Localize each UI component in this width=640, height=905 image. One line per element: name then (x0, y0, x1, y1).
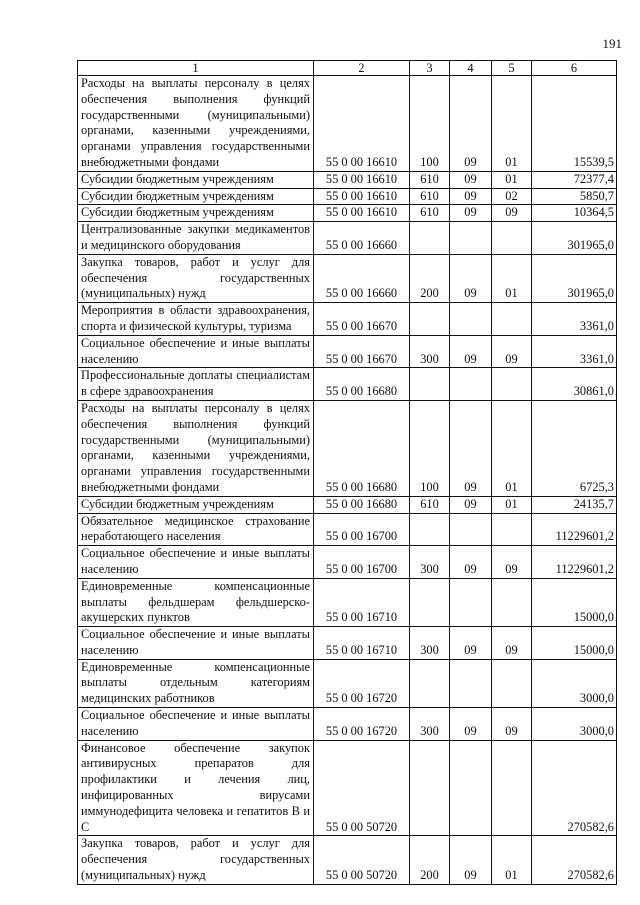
target-article-code: 55 0 00 16610 (314, 188, 410, 205)
budget-table (77, 60, 617, 885)
expense-type-code: 300 (410, 546, 450, 579)
amount: 11229601,2 (532, 546, 617, 579)
subsection-code: 01 (492, 76, 532, 172)
section-code: 09 (450, 205, 492, 222)
table-row (78, 76, 617, 172)
target-article-code: 55 0 00 16680 (314, 496, 410, 513)
column-number: 1 (78, 61, 314, 76)
item-name: Субсидии бюджетным учреждениям (78, 188, 314, 205)
expense-type-code: 610 (410, 188, 450, 205)
subsection-code: 02 (492, 188, 532, 205)
section-code: 09 (450, 254, 492, 302)
section-code: 09 (450, 546, 492, 579)
item-name: Социальное обеспечение и иные выплаты населению (78, 627, 314, 660)
table-row (78, 740, 617, 836)
target-article-code: 55 0 00 16610 (314, 171, 410, 188)
item-name: Социальное обеспечение и иные выплаты населению (78, 546, 314, 579)
expense-type-code (410, 368, 450, 401)
target-article-code: 55 0 00 16610 (314, 76, 410, 172)
expense-type-code (410, 222, 450, 255)
amount: 3361,0 (532, 335, 617, 368)
item-name: Расходы на выплаты персоналу в целях обеспечения выполнения функций государственными (муниципальными) органами, казенными учреждениями, органами управления государственными внебюджетными фондами (78, 400, 314, 496)
target-article-code: 55 0 00 16670 (314, 303, 410, 336)
target-article-code: 55 0 00 16710 (314, 627, 410, 660)
item-name: Социальное обеспечение и иные выплаты населению (78, 335, 314, 368)
section-code (450, 222, 492, 255)
expense-type-code (410, 513, 450, 546)
amount: 6725,3 (532, 400, 617, 496)
table-row (78, 708, 617, 741)
section-code (450, 303, 492, 336)
amount: 15000,0 (532, 627, 617, 660)
amount: 10364,5 (532, 205, 617, 222)
amount: 3361,0 (532, 303, 617, 336)
subsection-code: 01 (492, 171, 532, 188)
table-row (78, 222, 617, 255)
target-article-code: 55 0 00 16680 (314, 400, 410, 496)
amount: 24135,7 (532, 496, 617, 513)
amount: 3000,0 (532, 708, 617, 741)
page-number: 191 (602, 36, 622, 51)
subsection-code: 09 (492, 627, 532, 660)
expense-type-code: 300 (410, 708, 450, 741)
expense-type-code: 100 (410, 400, 450, 496)
column-number: 4 (450, 61, 492, 76)
expense-type-code: 300 (410, 335, 450, 368)
table-row (78, 513, 617, 546)
item-name: Закупка товаров, работ и услуг для обеспечения государственных (муниципальных) нужд (78, 836, 314, 884)
target-article-code: 55 0 00 16700 (314, 546, 410, 579)
amount: 301965,0 (532, 254, 617, 302)
target-article-code: 55 0 00 16670 (314, 335, 410, 368)
target-article-code: 55 0 00 16660 (314, 254, 410, 302)
expense-type-code: 200 (410, 254, 450, 302)
table-row (78, 335, 617, 368)
expense-type-code: 610 (410, 496, 450, 513)
subsection-code (492, 740, 532, 836)
item-name: Субсидии бюджетным учреждениям (78, 205, 314, 222)
section-code (450, 659, 492, 707)
subsection-code: 09 (492, 546, 532, 579)
table-row (78, 546, 617, 579)
item-name: Финансовое обеспечение закупок антивирусных препаратов для профилактики и лечения лиц, инфицированных вирусами иммунодефицита человека и гепатитов B и C (78, 740, 314, 836)
column-number-row (78, 61, 617, 76)
item-name: Социальное обеспечение и иные выплаты населению (78, 708, 314, 741)
table-row (78, 188, 617, 205)
item-name: Профессиональные доплаты специалистам в сфере здравоохранения (78, 368, 314, 401)
section-code: 09 (450, 171, 492, 188)
expense-type-code: 300 (410, 627, 450, 660)
table-row (78, 400, 617, 496)
amount: 270582,6 (532, 740, 617, 836)
section-code: 09 (450, 76, 492, 172)
item-name: Единовременные компенсационные выплаты фельдшерам фельдшерско-акушерских пунктов (78, 578, 314, 626)
table-row (78, 659, 617, 707)
table-row (78, 836, 617, 884)
section-code (450, 578, 492, 626)
expense-type-code: 100 (410, 76, 450, 172)
target-article-code: 55 0 00 50720 (314, 740, 410, 836)
column-number: 6 (532, 61, 617, 76)
subsection-code: 01 (492, 496, 532, 513)
target-article-code: 55 0 00 16720 (314, 659, 410, 707)
expense-type-code (410, 740, 450, 836)
amount: 5850,7 (532, 188, 617, 205)
section-code: 09 (450, 836, 492, 884)
expense-type-code: 610 (410, 171, 450, 188)
item-name: Закупка товаров, работ и услуг для обеспечения государственных (муниципальных) нужд (78, 254, 314, 302)
target-article-code: 55 0 00 16710 (314, 578, 410, 626)
amount: 11229601,2 (532, 513, 617, 546)
item-name: Субсидии бюджетным учреждениям (78, 171, 314, 188)
target-article-code: 55 0 00 16610 (314, 205, 410, 222)
column-number: 5 (492, 61, 532, 76)
amount: 72377,4 (532, 171, 617, 188)
table-row (78, 368, 617, 401)
expense-type-code: 610 (410, 205, 450, 222)
subsection-code: 01 (492, 254, 532, 302)
section-code: 09 (450, 188, 492, 205)
subsection-code (492, 303, 532, 336)
item-name: Субсидии бюджетным учреждениям (78, 496, 314, 513)
subsection-code (492, 578, 532, 626)
subsection-code (492, 222, 532, 255)
amount: 270582,6 (532, 836, 617, 884)
section-code (450, 513, 492, 546)
table-row (78, 578, 617, 626)
expense-type-code (410, 659, 450, 707)
target-article-code: 55 0 00 16720 (314, 708, 410, 741)
table-row (78, 254, 617, 302)
subsection-code: 09 (492, 205, 532, 222)
item-name: Централизованные закупки медикаментов и медицинского оборудования (78, 222, 314, 255)
target-article-code: 55 0 00 50720 (314, 836, 410, 884)
subsection-code: 01 (492, 400, 532, 496)
table-row (78, 171, 617, 188)
target-article-code: 55 0 00 16660 (314, 222, 410, 255)
amount: 3000,0 (532, 659, 617, 707)
subsection-code (492, 659, 532, 707)
section-code: 09 (450, 335, 492, 368)
table-row (78, 496, 617, 513)
target-article-code: 55 0 00 16700 (314, 513, 410, 546)
section-code: 09 (450, 496, 492, 513)
expense-type-code (410, 578, 450, 626)
amount: 15539,5 (532, 76, 617, 172)
subsection-code (492, 368, 532, 401)
expense-type-code (410, 303, 450, 336)
amount: 30861,0 (532, 368, 617, 401)
target-article-code: 55 0 00 16680 (314, 368, 410, 401)
section-code (450, 368, 492, 401)
table-row (78, 303, 617, 336)
item-name: Расходы на выплаты персоналу в целях обеспечения выполнения функций государственными (муниципальными) органами, казенными учреждениями, органами управления государственными внебюджетными фондами (78, 76, 314, 172)
item-name: Единовременные компенсационные выплаты отдельным категориям медицинских работников (78, 659, 314, 707)
table-row (78, 205, 617, 222)
amount: 301965,0 (532, 222, 617, 255)
subsection-code: 01 (492, 836, 532, 884)
item-name: Обязательное медицинское страхование неработающего населения (78, 513, 314, 546)
amount: 15000,0 (532, 578, 617, 626)
section-code: 09 (450, 627, 492, 660)
subsection-code (492, 513, 532, 546)
section-code (450, 740, 492, 836)
expense-type-code: 200 (410, 836, 450, 884)
subsection-code: 09 (492, 335, 532, 368)
column-number: 2 (314, 61, 410, 76)
section-code: 09 (450, 708, 492, 741)
column-number: 3 (410, 61, 450, 76)
item-name: Мероприятия в области здравоохранения, спорта и физической культуры, туризма (78, 303, 314, 336)
subsection-code: 09 (492, 708, 532, 741)
section-code: 09 (450, 400, 492, 496)
table-row (78, 627, 617, 660)
